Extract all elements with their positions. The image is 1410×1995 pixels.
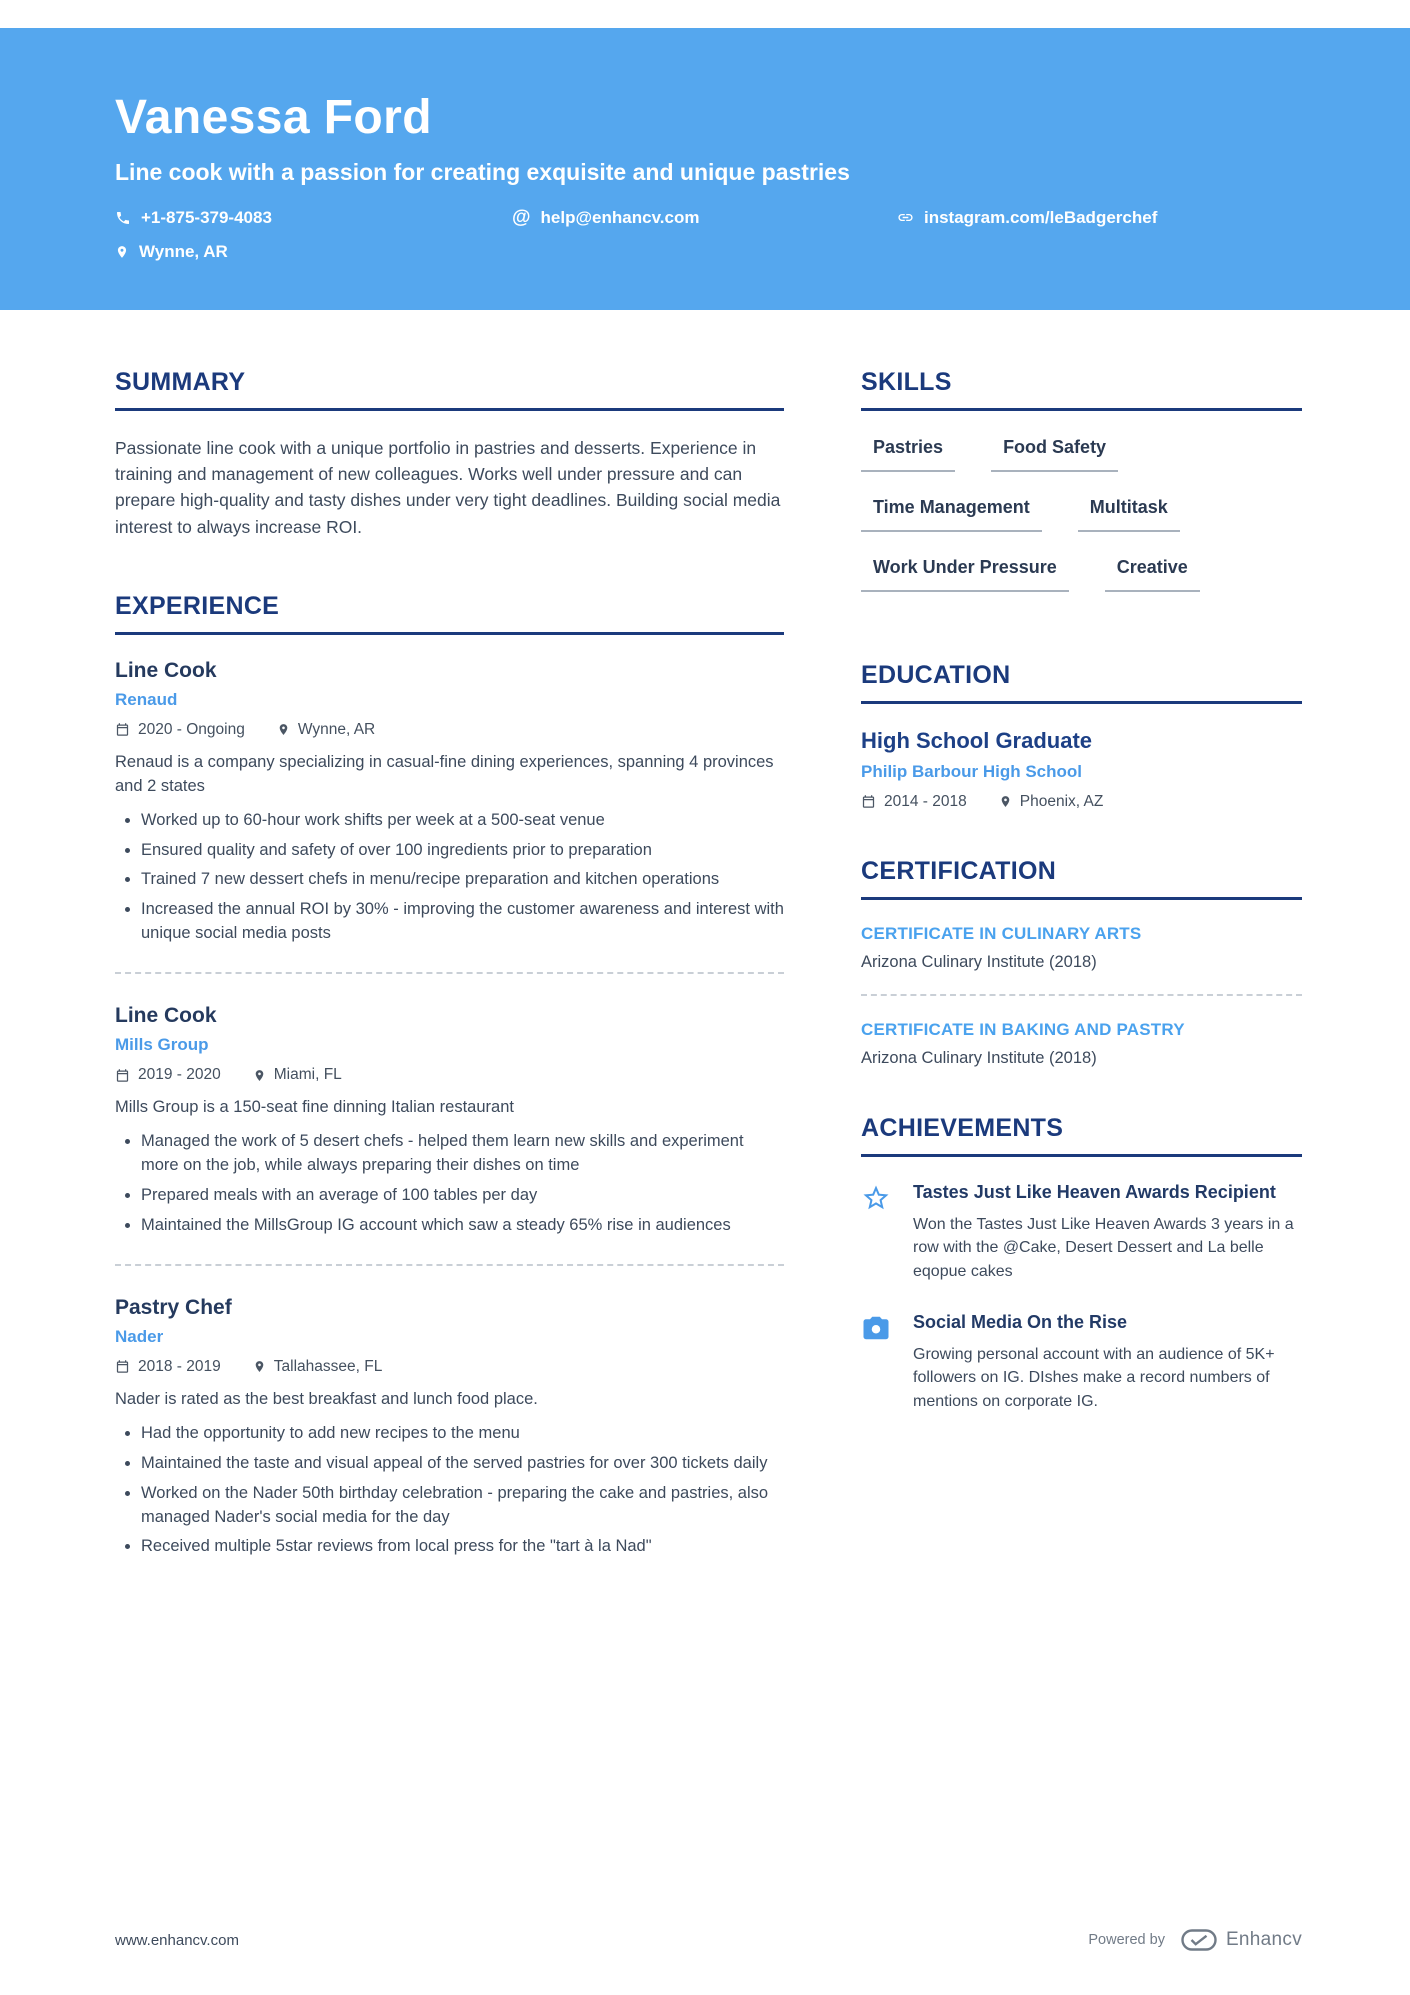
skill-tag: Time Management	[861, 495, 1042, 532]
experience-section	[115, 592, 784, 1560]
bullet-item: • Prepared meals with an average of 100 tables per day	[141, 1184, 784, 1208]
camera-icon	[861, 1311, 897, 1413]
job-dates-text: 2018 - 2019	[138, 1357, 221, 1375]
powered-by-label: Powered by	[1088, 1932, 1165, 1948]
skill-tag: Multitask	[1078, 495, 1180, 532]
star-icon	[861, 1181, 897, 1283]
bullet-item: • Ensured quality and safety of over 100 ingredients prior to preparation	[141, 839, 784, 863]
education-section	[861, 661, 1302, 811]
skills-section	[861, 368, 1302, 615]
summary-section	[115, 368, 784, 540]
job-dates-text: 2019 - 2020	[138, 1066, 221, 1084]
skills-heading: SKILLS	[861, 368, 1302, 411]
job-dates	[115, 1066, 221, 1084]
certificate-org: Arizona Culinary Institute (2018)	[861, 1048, 1097, 1067]
job-description: Mills Group is a 150-seat fine dinning Italian restaurant	[115, 1098, 514, 1117]
job-location-text: Miami, FL	[273, 1066, 342, 1084]
certificate-entry	[861, 1020, 1302, 1068]
job-location	[253, 1358, 383, 1376]
certificate-title: CERTIFICATE IN BAKING AND PASTRY	[861, 1019, 1185, 1039]
job-bullets	[115, 1422, 784, 1560]
job-dates-text: 2020 - Ongoing	[138, 720, 245, 738]
job-entry	[115, 1004, 784, 1238]
phone-number: +1-875-379-4083	[141, 207, 272, 227]
achievement-title: Social Media On the Rise	[913, 1311, 1128, 1332]
link-icon	[897, 209, 914, 226]
location-icon	[253, 1068, 266, 1083]
enhancv-logo-icon	[1181, 1929, 1217, 1951]
education-degree: High School Graduate	[861, 727, 1093, 753]
job-location-text: Tallahassee, FL	[273, 1357, 383, 1375]
at-icon: @	[512, 207, 531, 229]
location-text: Wynne, AR	[139, 241, 228, 261]
experience-heading: EXPERIENCE	[115, 592, 784, 635]
achievement-entry	[861, 1181, 1302, 1283]
website-link[interactable]: www.enhancv.com	[115, 1931, 239, 1949]
calendar-icon	[115, 722, 130, 737]
job-divider	[115, 1264, 784, 1266]
job-bullets	[115, 1130, 784, 1238]
contact-row	[115, 208, 1295, 228]
location-icon	[115, 244, 129, 260]
job-meta	[115, 1358, 784, 1376]
bullet-item: • Received multiple 5star reviews from local press for the "tart à la Nad"	[141, 1535, 784, 1559]
job-dates	[115, 1358, 221, 1376]
job-description: Nader is rated as the best breakfast and lunch food place.	[115, 1389, 538, 1408]
job-entry	[115, 1296, 784, 1560]
achievements-section	[861, 1114, 1302, 1413]
calendar-icon	[861, 794, 876, 809]
location-icon	[277, 722, 290, 737]
job-dates	[115, 721, 245, 739]
location-icon	[253, 1359, 266, 1374]
phone-contact	[115, 208, 512, 228]
job-title: Pastry Chef	[115, 1295, 232, 1319]
achievement-content	[913, 1181, 1302, 1283]
summary-text: Passionate line cook with a unique portfolio in pastries and desserts. Experience in training and management of new colleagues. Works well under pressure and can prepare high-quality and tasty dishes under very tight deadlines. Building social media interest to always increase ROI.	[115, 437, 781, 537]
education-heading: EDUCATION	[861, 661, 1302, 704]
achievement-title: Tastes Just Like Heaven Awards Recipient	[913, 1181, 1276, 1202]
skill-tag: Pastries	[861, 435, 955, 472]
email-address: help@enhancv.com	[540, 207, 700, 227]
education-meta	[861, 793, 1302, 811]
instagram-handle: instagram.com/leBadgerchef	[924, 207, 1158, 227]
bullet-item: • Increased the annual ROI by 30% - improving the customer awareness and interest with unique social media posts	[141, 898, 784, 946]
job-bullets	[115, 809, 784, 947]
headline: Line cook with a passion for creating exquisite and unique pastries	[115, 158, 850, 185]
resume-header	[0, 28, 1410, 310]
achievement-text: Growing personal account with an audience of 5K+ followers on IG. DIshes make a record numbers of mentions on corporate IG.	[913, 1346, 1275, 1410]
certification-section	[861, 857, 1302, 1068]
education-school: Philip Barbour High School	[861, 761, 1082, 781]
achievement-entry	[861, 1311, 1302, 1413]
job-entry	[115, 659, 784, 946]
certificate-org: Arizona Culinary Institute (2018)	[861, 952, 1097, 971]
right-column	[861, 368, 1302, 1612]
email-contact[interactable]	[512, 208, 897, 228]
instagram-link[interactable]	[897, 208, 1157, 228]
location-icon	[999, 794, 1012, 809]
certificate-entry	[861, 924, 1302, 972]
bullet-item: • Worked up to 60-hour work shifts per week at a 500-seat venue	[141, 809, 784, 833]
job-location	[277, 721, 375, 739]
job-company: Renaud	[115, 689, 178, 709]
bullet-item: • Had the opportunity to add new recipes to the menu	[141, 1422, 784, 1446]
skills-list	[861, 435, 1302, 615]
location-row	[115, 242, 1295, 262]
achievement-text: Won the Tastes Just Like Heaven Awards 3 years in a row with the @Cake, Desert Dessert and La belle eqopue cakes	[913, 1216, 1294, 1280]
education-dates-text: 2014 - 2018	[884, 792, 967, 810]
skill-tag: Food Safety	[991, 435, 1118, 472]
skill-tag: Work Under Pressure	[861, 555, 1069, 592]
job-location-text: Wynne, AR	[297, 720, 376, 738]
location-contact	[115, 242, 228, 262]
certificate-title: CERTIFICATE IN CULINARY ARTS	[861, 923, 1142, 943]
enhancv-brand[interactable]	[1181, 1929, 1302, 1951]
bullet-item: • Trained 7 new dessert chefs in menu/recipe preparation and kitchen operations	[141, 868, 784, 892]
job-title: Line Cook	[115, 1004, 217, 1028]
left-column	[115, 368, 784, 1612]
education-location-text: Phoenix, AZ	[1019, 792, 1104, 810]
skill-tag: Creative	[1105, 555, 1200, 592]
calendar-icon	[115, 1068, 130, 1083]
job-meta	[115, 1066, 784, 1084]
achievements-heading: ACHIEVEMENTS	[861, 1114, 1302, 1157]
job-divider	[115, 972, 784, 974]
job-title: Line Cook	[115, 658, 217, 682]
person-name: Vanessa Ford	[115, 91, 432, 144]
job-description: Renaud is a company specializing in casual-fine dining experiences, spanning 4 provinces and 2 states	[115, 752, 774, 795]
phone-icon	[115, 210, 131, 226]
job-company: Mills Group	[115, 1035, 209, 1055]
brand-name: Enhancv	[1225, 1929, 1302, 1950]
bullet-item: • Maintained the MillsGroup IG account which saw a steady 65% rise in audiences	[141, 1214, 784, 1238]
bullet-item: • Worked on the Nader 50th birthday celebration - preparing the cake and pastries, also managed Nader's social media for the day	[141, 1482, 784, 1530]
bullet-item: • Maintained the taste and visual appeal of the served pastries for over 300 tickets daily	[141, 1452, 784, 1476]
certification-heading: CERTIFICATION	[861, 857, 1302, 900]
calendar-icon	[115, 1359, 130, 1374]
job-location	[253, 1066, 342, 1084]
powered-by	[1088, 1929, 1302, 1951]
certificate-divider	[861, 994, 1302, 996]
education-dates	[861, 793, 967, 811]
job-company: Nader	[115, 1326, 164, 1346]
achievement-content	[913, 1311, 1302, 1413]
education-location	[999, 793, 1104, 811]
bullet-item: • Managed the work of 5 desert chefs - helped them learn new skills and experiment more on the job, while always preparing their dishes on time	[141, 1130, 784, 1178]
page-footer	[0, 1929, 1410, 1995]
job-meta	[115, 721, 784, 739]
summary-heading: SUMMARY	[115, 368, 784, 411]
resume-body	[0, 310, 1410, 1612]
